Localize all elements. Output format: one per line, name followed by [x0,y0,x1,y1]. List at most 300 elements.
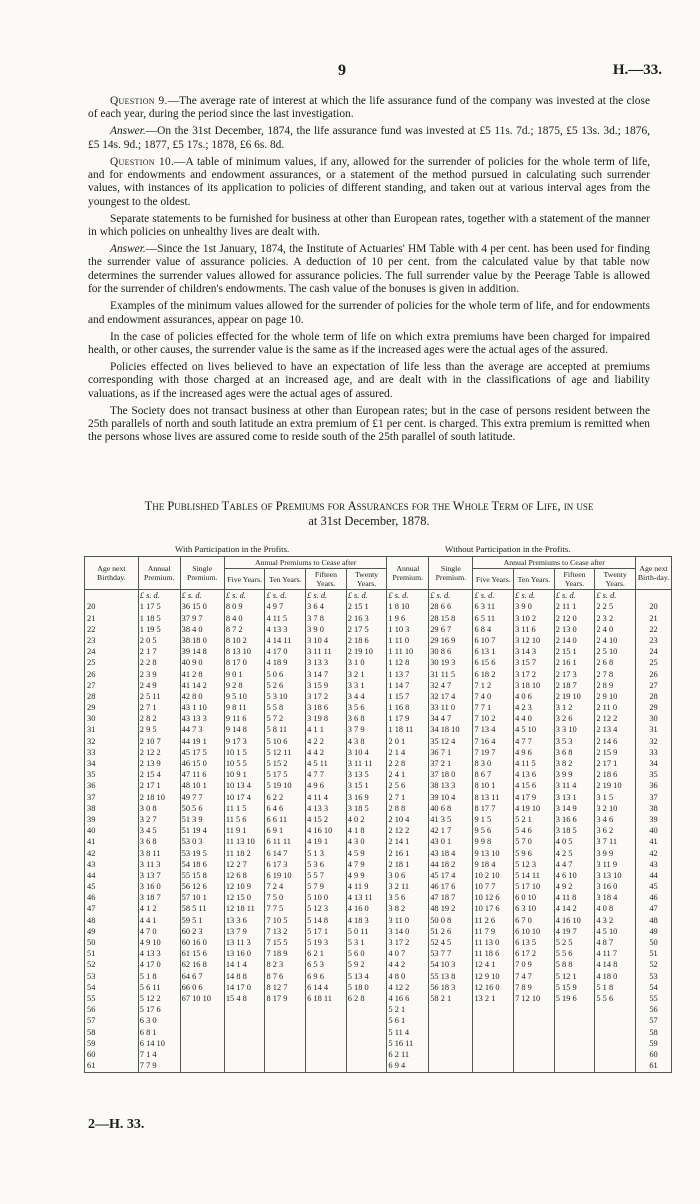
without-profits-cell: 5 12 1 [554,971,595,982]
table-row [85,714,672,725]
without-profits-cell: 51 2 6 [429,926,473,937]
age-cell-right: 32 [636,736,672,747]
with-profits-cell: 14 17 0 [224,982,265,993]
without-profits-cell: 3 14 9 [554,803,595,814]
without-profits-cell: 5 1 8 [595,982,636,993]
without-profits-cell: 3 11 9 [595,859,636,870]
with-profits-cell: 12 2 7 [224,859,265,870]
without-profits-cell: 4 5 10 [595,926,636,937]
without-profits-cell: 6 8 4 [473,624,514,635]
without-profits-cell: 12 4 1 [473,960,514,971]
with-profits-cell: 13 3 6 [224,915,265,926]
with-profits-cell: 60 16 0 [180,938,224,949]
without-profits-cell: 50 0 8 [429,915,473,926]
without-profits-cell: 2 9 10 [595,692,636,703]
age-cell: 39 [85,815,139,826]
without-profits-cell [595,1005,636,1016]
without-profits-cell: 3 6 8 [554,747,595,758]
without-profits-cell: 2 14 6 [595,736,636,747]
table-row [85,893,672,904]
with-profits-cell: 9 5 10 [224,692,265,703]
annual-premium-header: Annual Premium. [387,557,429,590]
with-profits-cell: 42 8 0 [180,692,224,703]
with-profits-cell: 64 6 7 [180,971,224,982]
with-profits-cell: 11 1 5 [224,803,265,814]
with-profits-cell: 5 12 11 [265,747,306,758]
age-cell-right: 51 [636,949,672,960]
with-profits-cell: 4 17 0 [265,647,306,658]
without-profits-cell: 39 10 4 [429,792,473,803]
with-profits-cell: 59 5 1 [180,915,224,926]
without-profits-cell: 31 11 5 [429,669,473,680]
age-cell-right: 46 [636,893,672,904]
without-profits-cell: 11 7 9 [473,926,514,937]
age-cell: 36 [85,781,139,792]
without-profits-cell: 7 0 9 [514,960,555,971]
without-profits-cell [595,1038,636,1049]
without-profits-cell: 3 14 3 [514,647,555,658]
with-profits-cell: 6 14 7 [265,848,306,859]
with-profits-cell: 3 14 7 [306,669,347,680]
without-profits-cell: 4 0 8 [595,904,636,915]
with-profits-cell: 3 18 5 [346,803,387,814]
with-profits-cell: 4 7 7 [306,770,347,781]
table-row [85,1038,672,1049]
table-title [88,499,650,529]
without-profits-cell: 2 5 6 [387,781,429,792]
question-label: Question 9. [110,95,168,107]
paragraph: The Society does not transact business at other than European rates; but in the case of persons resident between the 25th parallels of north and south latitude an extra premium of £1 per cent. is charged. This extra premium is remitted when the persons whose lives are assured come to reside south of the 25th parallel of south latitude. [88,404,650,444]
with-profits-cell: 67 10 10 [180,994,224,1005]
without-profits-cell: 43 0 1 [429,837,473,848]
without-profits-cell: 4 2 3 [514,703,555,714]
with-profits-cell: 4 9 10 [138,938,180,949]
with-profits-cell: 6 9 6 [306,971,347,982]
without-profits-cell: 8 10 1 [473,781,514,792]
with-profits-cell: 2 2 8 [138,658,180,669]
without-profits-cell: 36 7 1 [429,747,473,758]
without-profits-cell: 4 8 0 [387,971,429,982]
question-text: —A table of minimum values, if any, allowed for the surrender of policies for the whole term of life, and for endowments and endowment assurances, or a statement of the method pursued in calculating such surrender values, with instances of its application to policies of different standing, and taken out at various interval ages from the youngest to the oldest. [88,155,651,208]
without-profits-cell: 5 9 6 [514,848,555,859]
without-profits-cell: 5 2 1 [387,1005,429,1016]
table-row [85,803,672,814]
with-profits-cell: 6 2 2 [265,792,306,803]
without-profits-cell [514,1027,555,1038]
answer-text: —Since the 1st January, 1874, the Institute of Actuaries' HM Table with 4 per cent. has been used for finding the surrender value of assurance policies. A deduction of 10 per cent. from the calculated value by that table now determines the surrender values allowed for assurance policies. The full surrender value by the Peerage Table is allowed for the surrender of children's endowments. The cash value of the bonuses is given in addition. [88,243,650,296]
without-profits-cell: 4 11 7 [595,949,636,960]
units-row [85,590,672,603]
with-profits-cell: 44 19 1 [180,736,224,747]
with-profits-cell: 6 6 11 [265,815,306,826]
without-profits-cell: 4 9 6 [514,747,555,758]
table-title-line: at 31st December, 1878. [308,514,430,528]
without-profits-cell [429,1038,473,1049]
with-profits-cell: 3 11 3 [138,859,180,870]
with-profits-cell: 4 9 9 [346,871,387,882]
with-profits-cell: 4 13 11 [346,893,387,904]
without-profits-cell [429,1027,473,1038]
with-profits-cell: 4 14 11 [265,636,306,647]
without-profits-cell: 3 5 6 [387,893,429,904]
without-profits-cell: 2 2 8 [387,759,429,770]
with-profits-cell: 5 3 1 [346,938,387,949]
age-cell-right: 31 [636,725,672,736]
without-profits-cell: 5 12 3 [514,859,555,870]
age-cell-right: 25 [636,658,672,669]
without-profits-cell: 2 19 10 [595,781,636,792]
with-profits-cell: 5 6 0 [346,949,387,960]
without-profits-cell: 34 4 7 [429,714,473,725]
age-cell-right: 59 [636,1038,672,1049]
with-profits-cell: 8 4 0 [224,613,265,624]
age-cell-right: 20 [636,602,672,613]
with-profits-cell: 6 4 6 [265,803,306,814]
without-profits-cell: 5 2 5 [554,938,595,949]
with-profits-cell: 12 18 11 [224,904,265,915]
without-profits-cell: 4 9 2 [554,882,595,893]
units-cell: £ s. d. [595,590,636,603]
without-profits-cell: 2 11 1 [554,602,595,613]
table-row [85,982,672,993]
without-profits-cell: 4 5 10 [514,725,555,736]
without-profits-cell: 3 1 5 [595,792,636,803]
with-profits-cell: 4 1 8 [346,826,387,837]
age-cell-right: 40 [636,826,672,837]
without-profits-cell: 3 18 10 [514,680,555,691]
with-profits-cell: 53 19 5 [180,848,224,859]
age-cell: 22 [85,624,139,635]
age-cell: 43 [85,859,139,870]
cease-after-header: Annual Premiums to Cease after [473,557,636,569]
with-profits-cell [180,1005,224,1016]
age-cell: 38 [85,803,139,814]
table-row [85,994,672,1005]
age-cell: 33 [85,747,139,758]
with-profits-cell: 38 18 0 [180,636,224,647]
without-profits-cell: 1 12 8 [387,658,429,669]
table-row [85,915,672,926]
paragraph: In the case of policies effected for the whole term of life on which extra premiums have been charged for impaired health, or other causes, the surrender value is the same as if the increased ages were the actual ages of the assured. [88,330,650,356]
without-profits-cell: 1 9 6 [387,613,429,624]
with-profits-cell: 12 6 8 [224,871,265,882]
without-profits-cell: 8 17 7 [473,803,514,814]
with-profits-cell: 3 5 6 [346,703,387,714]
table-row [85,949,672,960]
question-10-continued: Separate statements to be furnished for business at other than European rates, together with a statement of the manner in which policies on unhealthy lives are dealt with. [88,212,650,239]
age-cell: 20 [85,602,139,613]
with-profits-cell: 2 19 10 [346,647,387,658]
with-profits-cell: 8 7 6 [265,971,306,982]
with-profits-cell: 5 8 11 [265,725,306,736]
age-cell-right: 53 [636,971,672,982]
with-profits-cell: 5 13 4 [346,971,387,982]
without-profits-cell: 10 2 10 [473,871,514,882]
without-profits-cell: 3 9 0 [514,602,555,613]
without-profits-cell: 3 8 2 [554,759,595,770]
with-profits-cell: 6 19 10 [265,871,306,882]
without-profits-cell: 3 17 2 [387,938,429,949]
without-profits-cell: 3 11 4 [554,781,595,792]
age-cell-right: 54 [636,982,672,993]
without-profits-cell: 47 18 7 [429,893,473,904]
with-profits-cell: 10 1 5 [224,747,265,758]
without-profits-cell: 3 2 11 [387,882,429,893]
with-profits-cell: 11 13 10 [224,837,265,848]
with-profits-cell: 3 6 8 [138,837,180,848]
with-profits-cell: 43 13 3 [180,714,224,725]
without-profits-cell: 2 3 2 [595,613,636,624]
age-cell-right: 56 [636,1005,672,1016]
with-profits-cell [306,1050,347,1061]
age-cell-right: 41 [636,837,672,848]
without-profits-cell: 2 2 5 [595,602,636,613]
with-profits-cell: 62 16 8 [180,960,224,971]
age-cell: 49 [85,926,139,937]
age-header: Age next Birthday. [85,557,139,590]
with-profits-cell: 7 13 2 [265,926,306,937]
with-profits-cell: 6 14 10 [138,1038,180,1049]
age-cell: 53 [85,971,139,982]
units-cell: £ s. d. [138,590,180,603]
with-profits-cell: 2 17 5 [346,624,387,635]
five-years-header: Five Years. [473,569,514,590]
age-cell: 58 [85,1027,139,1038]
age-cell: 28 [85,692,139,703]
age-cell: 50 [85,938,139,949]
with-profits-cell: 7 2 4 [265,882,306,893]
without-profits-cell: 43 18 4 [429,848,473,859]
without-profits-cell: 10 12 6 [473,893,514,904]
with-profits-cell: 5 6 11 [138,982,180,993]
without-profits-cell: 1 11 10 [387,647,429,658]
with-profits-cell [224,1050,265,1061]
without-profits-cell: 3 1 2 [554,703,595,714]
with-profits-cell: 66 0 6 [180,982,224,993]
with-profits-cell: 7 1 4 [138,1050,180,1061]
without-profits-cell [473,1061,514,1073]
without-profits-cell [473,1050,514,1061]
with-profits-cell: 13 16 0 [224,949,265,960]
without-profits-cell: 2 4 0 [595,624,636,635]
with-profits-cell: 48 10 1 [180,781,224,792]
units-cell: £ s. d. [306,590,347,603]
without-profits-cell [554,1027,595,1038]
with-profits-cell [224,1016,265,1027]
age-cell: 23 [85,636,139,647]
without-profits-cell: 44 18 2 [429,859,473,870]
with-profits-cell: 6 11 11 [265,837,306,848]
with-profits-cell: 13 11 3 [224,938,265,949]
without-profits-cell: 1 10 3 [387,624,429,635]
without-profits-cell: 2 17 3 [554,669,595,680]
with-profits-cell: 4 17 0 [138,960,180,971]
with-profits-cell: 4 15 2 [306,815,347,826]
without-profits-cell [473,1038,514,1049]
with-profits-cell: 60 2 3 [180,926,224,937]
table-row [85,938,672,949]
with-profits-cell: 4 16 10 [306,826,347,837]
with-profits-cell: 4 18 9 [265,658,306,669]
with-profits-cell: 8 0 9 [224,602,265,613]
without-profits-cell: 4 7 7 [514,736,555,747]
without-profits-cell [554,1005,595,1016]
units-cell: £ s. d. [387,590,429,603]
with-profits-cell: 14 8 8 [224,971,265,982]
table-row [85,703,672,714]
with-profits-cell: 2 18 6 [346,636,387,647]
with-profits-cell [346,1027,387,1038]
without-profits-cell: 28 6 6 [429,602,473,613]
without-profits-cell: 3 9 9 [554,770,595,781]
without-profits-cell: 7 7 1 [473,703,514,714]
without-profits-cell: 55 13 8 [429,971,473,982]
without-profits-cell: 2 14 1 [387,837,429,848]
table-row [85,636,672,647]
with-profits-cell: 4 13 3 [306,803,347,814]
without-profits-cell: 4 12 2 [387,982,429,993]
without-profits-cell: 2 0 1 [387,736,429,747]
with-profits-cell: 2 8 2 [138,714,180,725]
with-profits-cell: 41 2 8 [180,669,224,680]
without-profits-cell [473,1005,514,1016]
age-cell: 51 [85,949,139,960]
without-profits-cell: 30 19 3 [429,658,473,669]
without-profits-cell: 2 7 1 [387,792,429,803]
without-profits-cell: 3 7 11 [595,837,636,848]
with-profits-cell: 51 3 9 [180,815,224,826]
without-profits-cell: 2 18 6 [595,770,636,781]
answer-text: —On the 31st December, 1874, the life assurance fund was invested at £5 11s. 7d.; 1875, £5 13s. 3d.; 1876, £5 14s. 9d.; 1877, £5 17s.; 1878, £6 6s. 8d. [88,125,650,151]
without-profits-cell: 7 10 2 [473,714,514,725]
with-profits-cell: 3 15 9 [306,680,347,691]
with-profits-cell: 10 9 1 [224,770,265,781]
without-profits-cell: 3 0 6 [387,871,429,882]
with-profits-cell: 3 17 2 [306,692,347,703]
age-cell: 44 [85,871,139,882]
with-profits-cell: 2 18 10 [138,792,180,803]
without-profits-cell: 6 13 1 [473,647,514,658]
with-profits-cell: 39 14 8 [180,647,224,658]
with-profits-cell: 40 9 0 [180,658,224,669]
without-profits-cell: 2 1 4 [387,747,429,758]
without-profits-cell: 2 12 2 [387,826,429,837]
without-profits-cell: 8 6 7 [473,770,514,781]
with-profits-cell: 3 0 8 [138,803,180,814]
without-profits-cell: 11 2 6 [473,915,514,926]
with-profits-cell: 4 11 9 [346,882,387,893]
without-profits-cell: 4 15 6 [514,781,555,792]
table-row [85,781,672,792]
table-row [85,904,672,915]
without-profits-cell [514,1050,555,1061]
age-cell-right: 55 [636,994,672,1005]
with-profits-cell: 5 1 8 [138,971,180,982]
with-profits-cell: 9 8 11 [224,703,265,714]
with-profits-cell: 2 3 9 [138,669,180,680]
with-profits-cell: 55 15 8 [180,871,224,882]
without-profits-cell: 53 7 7 [429,949,473,960]
without-profits-cell: 1 18 11 [387,725,429,736]
without-profits-cell [514,1038,555,1049]
with-profits-cell: 5 15 2 [265,759,306,770]
without-profits-cell: 2 15 1 [554,647,595,658]
without-profits-cell: 2 8 9 [595,680,636,691]
without-profits-cell: 6 15 6 [473,658,514,669]
without-profits-cell: 3 13 10 [595,871,636,882]
age-cell-right: 27 [636,680,672,691]
with-profits-cell: 5 0 11 [346,926,387,937]
without-profits-cell: 34 18 10 [429,725,473,736]
with-profits-cell: 3 18 7 [138,893,180,904]
with-profits-cell: 3 7 9 [346,725,387,736]
without-profits-cell: 2 12 2 [595,714,636,725]
with-profits-cell: 5 19 3 [306,938,347,949]
without-profits-cell: 10 7 7 [473,882,514,893]
without-profits-cell: 8 13 11 [473,792,514,803]
without-profits-cell: 4 2 5 [554,848,595,859]
table-row [85,971,672,982]
without-profits-cell: 2 19 10 [554,692,595,703]
body-text [88,95,650,448]
without-profits-cell: 1 16 8 [387,703,429,714]
table-row [85,1027,672,1038]
with-profits-cell: 43 1 10 [180,703,224,714]
without-profits-cell [595,1027,636,1038]
without-profits-cell: 5 11 4 [387,1027,429,1038]
without-profits-cell: 6 9 4 [387,1061,429,1073]
twenty-years-header: Twenty Years. [595,569,636,590]
with-profits-cell: 8 2 3 [265,960,306,971]
without-profits-cell: 7 4 0 [473,692,514,703]
table-title-line: The Published Tables of Premiums for Assurances for the Whole Term of Life, in use [144,499,594,513]
units-cell: £ s. d. [554,590,595,603]
with-profits-cell: 4 5 11 [306,759,347,770]
with-profits-cell: 3 11 11 [346,759,387,770]
age-cell: 57 [85,1016,139,1027]
without-profits-cell: 9 1 5 [473,815,514,826]
with-profits-cell: 3 1 0 [346,658,387,669]
without-profits-cell: 3 3 10 [554,725,595,736]
age-cell: 21 [85,613,139,624]
with-profits-cell: 3 3 1 [346,680,387,691]
with-profits-cell: 7 7 9 [138,1061,180,1073]
with-profits-cell: 4 3 0 [346,837,387,848]
without-profits-cell: 3 6 2 [595,826,636,837]
without-profits-cell: 28 15 8 [429,613,473,624]
without-profits-cell: 6 3 11 [473,602,514,613]
without-profits-cell: 4 6 10 [554,871,595,882]
with-profits-cell: 5 12 3 [306,904,347,915]
age-cell: 60 [85,1050,139,1061]
without-profits-cell: 2 16 1 [554,658,595,669]
without-profits-cell: 4 4 0 [514,714,555,725]
without-profits-cell: 2 12 0 [554,613,595,624]
with-profits-cell: 11 18 2 [224,848,265,859]
without-profits-cell [554,1050,595,1061]
with-profits-cell: 12 15 0 [224,893,265,904]
without-profits-cell: 9 5 6 [473,826,514,837]
without-profits-cell: 4 17 9 [514,792,555,803]
with-profits-cell: 45 17 5 [180,747,224,758]
with-profits-cell [224,1005,265,1016]
with-profits-cell: 5 17 6 [138,1005,180,1016]
without-profits-cell [514,1016,555,1027]
with-profits-cell: 11 9 1 [224,826,265,837]
without-profits-cell: 41 3 5 [429,815,473,826]
with-profits-cell [265,1038,306,1049]
age-cell: 40 [85,826,139,837]
